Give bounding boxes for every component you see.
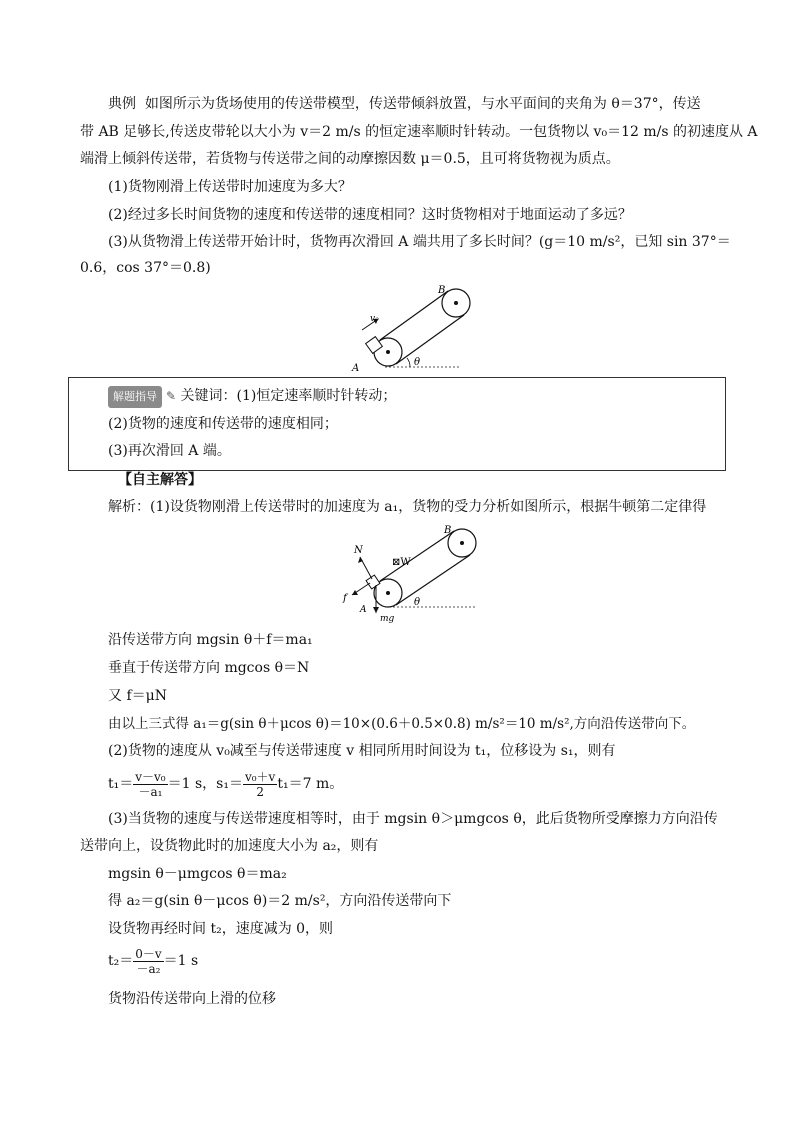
fig2-label-theta: θ — [414, 597, 421, 608]
hint-line-2: (2)货物的速度和传送带的速度相同； — [108, 416, 338, 432]
part-2-intro: (2)货物的速度从 v₀减至与传送带速度 v 相同所用时间设为 t₁，位移设为 s₁，则有 — [108, 743, 616, 759]
part-5-intro: 货物沿传送带向上滑的位移 — [108, 991, 276, 1007]
fig2-label-w: ⊠W — [392, 557, 411, 568]
t1-fraction: $\frac{\text{v－v₀}}{\text{－a₁}}$ — [135, 769, 166, 799]
question-3-line-2: 0.6，cos 37°＝0.8) — [80, 260, 211, 276]
equation-4: 由以上三式得 a₁＝g(sin θ＋μcos θ)＝10×(0.6＋0.5×0.8) m/s²＝10 m/s²,方向沿传送带向下。 — [108, 716, 696, 732]
question-1: (1)货物刚滑上传送带时加速度为多大？ — [108, 179, 352, 195]
fig1-label-v0: v₀ — [370, 314, 379, 324]
hint-tag: 解题指导 — [108, 386, 162, 408]
question-3-line-1: (3)从货物滑上传送带开始计时，货物再次滑回 A 端共用了多长时间？(g＝10 m/s²，已知 sin 37°＝ — [108, 234, 731, 250]
s1-fraction: $\frac{\text{v₀＋v}}{2}$ — [244, 769, 276, 799]
solution-heading: 【自主解答】 — [118, 472, 202, 488]
problem-line-1: 典例 如图所示为货场使用的传送带模型，传送带倾斜放置，与水平面间的夹角为 θ＝37°，传送 — [108, 96, 701, 112]
conveyor-figure-1 — [340, 283, 480, 373]
fig1-label-a: A — [352, 363, 360, 373]
equation-1: 沿传送带方向 mgsin θ＋f＝ma₁ — [108, 632, 313, 648]
problem-line-3: 端滑上倾斜传送带，若货物与传送带之间的动摩擦因数 μ＝0.5，且可将货物视为质点。 — [80, 151, 620, 167]
hint-line-1: 解题指导 ✎ 关键词：(1)恒定速率顺时针转动； — [108, 386, 396, 408]
part-3-line-2: 送带向上，设货物此时的加速度大小为 a₂，则有 — [80, 838, 379, 854]
pencil-icon: ✎ — [166, 389, 177, 403]
fig2-label-a: A — [360, 605, 367, 615]
problem-line-2: 带 AB 足够长,传送皮带轮以大小为 v＝2 m/s 的恒定速率顺时针转动。一包货物以 v₀＝12 m/s 的初速度从 A — [80, 124, 758, 140]
fig2-label-n: N — [354, 545, 363, 556]
hint-line-3: (3)再次滑回 A 端。 — [108, 443, 231, 459]
part-3-line-1: (3)当货物的速度与传送带速度相等时，由于 mgsin θ＞μmgcos θ，此后货物所受摩擦力方向沿传 — [108, 811, 718, 827]
equation-6: 得 a₂＝g(sin θ－μcos θ)＝2 m/s²，方向沿传送带向下 — [108, 893, 452, 909]
t1-s1-formula: t₁＝ $\frac{\text{v－v₀}}{\text{－a₁}}$ ＝1 s，s₁＝ $\frac{\text{v₀＋v}}{2}$ t₁＝7 m。 — [108, 769, 344, 799]
fig1-label-b: B — [438, 285, 446, 296]
part-4-intro: 设货物再经时间 t₂，速度减为 0，则 — [108, 921, 334, 937]
t2-formula: t₂＝ $\frac{0-v}{\text{－a₂}}$ ＝1 s — [108, 946, 199, 976]
solution-intro: 解析：(1)设货物刚滑上传送带时的加速度为 a₁，货物的受力分析如图所示，根据牛顿第二定律得 — [108, 499, 707, 515]
problem-label: 典例 — [108, 96, 136, 112]
equation-3: 又 f＝μN — [108, 688, 167, 704]
equation-2: 垂直于传送带方向 mgcos θ＝N — [108, 660, 310, 676]
fig2-label-mg: mg — [380, 614, 395, 624]
t2-fraction: $\frac{0-v}{\text{－a₂}}$ — [135, 946, 162, 976]
equation-5: mgsin θ－μmgcos θ＝ma₂ — [108, 866, 287, 882]
force-diagram-figure-2 — [340, 521, 490, 626]
fig2-label-b: B — [444, 525, 452, 536]
question-2: (2)经过多长时间货物的速度和传送带的速度相同？这时货物相对于地面运动了多远？ — [108, 207, 632, 223]
fig2-label-f: f — [343, 593, 347, 604]
fig1-label-theta: θ — [414, 357, 421, 368]
